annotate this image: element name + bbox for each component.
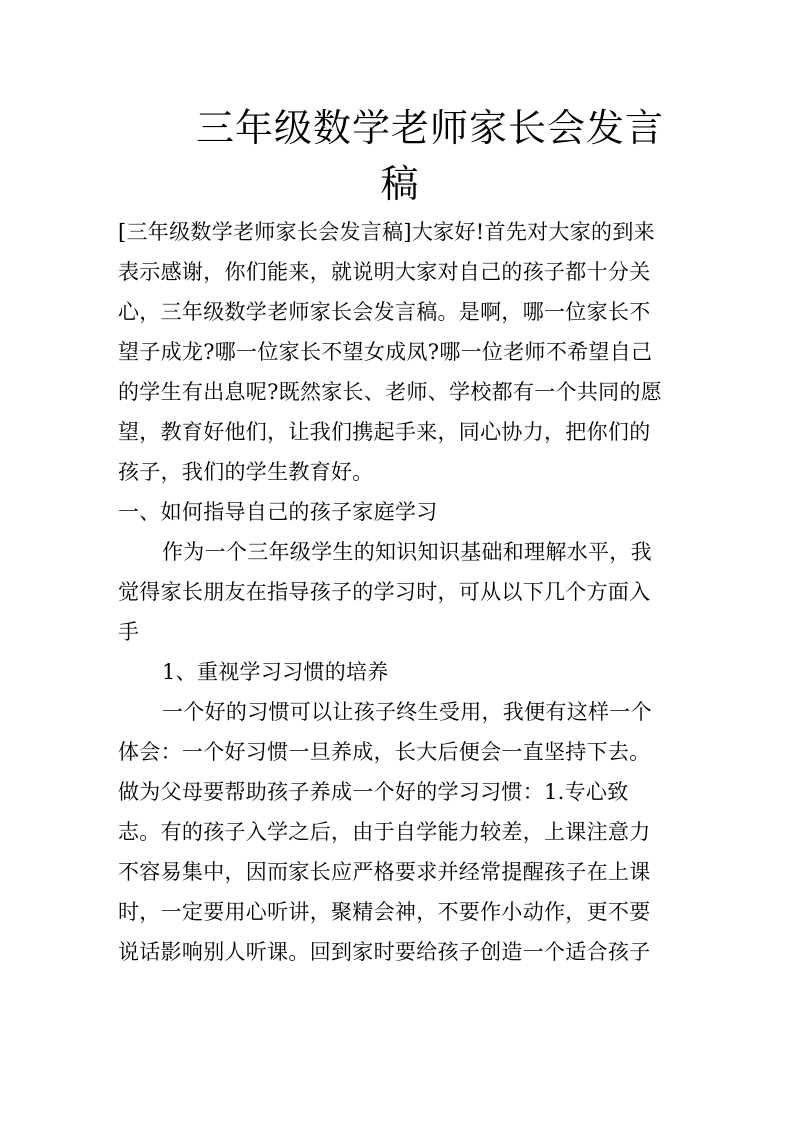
body-line: 一个好的习惯可以让孩子终生受用，我便有这样一个 — [162, 700, 652, 724]
body-line: 孩子，我们的学生教育好。 — [118, 460, 374, 484]
section-heading: 一、如何指导自己的孩子家庭学习 — [118, 500, 438, 524]
body-line: 不容易集中，因而家长应严格要求并经常提醒孩子在上课 — [118, 860, 651, 884]
body-line: 手 — [118, 620, 140, 644]
body-line: 体会：一个好习惯一旦养成，长大后便会一直坚持下去。 — [118, 740, 651, 764]
body-line: 望，教育好他们，让我们携起手来，同心协力，把你们的 — [118, 420, 651, 444]
body-line: 觉得家长朋友在指导孩子的学习时，可从以下几个方面入 — [118, 580, 651, 604]
body-line: 望子成龙?哪一位家长不望女成凤?哪一位老师不希望自己 — [118, 340, 653, 364]
document-body — [118, 212, 678, 972]
document-title — [120, 100, 680, 212]
title-line: 三年级数学老师家长会发言 — [195, 106, 664, 150]
body-line: 说话影响别人听课。回到家时要给孩子创造一个适合孩子 — [118, 940, 651, 964]
subsection-heading: 1、重视学习习惯的培养 — [162, 660, 389, 684]
body-line: 表示感谢，你们能来，就说明大家对自己的孩子都十分关 — [118, 260, 651, 284]
body-line: 时，一定要用心听讲，聚精会神，不要作小动作，更不要 — [118, 900, 651, 924]
body-line: 做为父母要帮助孩子养成一个好的学习习惯：1.专心致 — [118, 780, 629, 804]
body-line: 心，三年级数学老师家长会发言稿。是啊，哪一位家长不 — [118, 300, 651, 324]
title-line: 稿 — [380, 162, 420, 206]
body-line: 作为一个三年级学生的知识知识基础和理解水平，我 — [162, 540, 652, 564]
body-line: 志。有的孩子入学之后，由于自学能力较差，上课注意力 — [118, 820, 651, 844]
body-line: 的学生有出息呢?既然家长、老师、学校都有一个共同的愿 — [118, 380, 663, 404]
body-line: [三年级数学老师家长会发言稿]大家好!首先对大家的到来 — [118, 220, 655, 244]
